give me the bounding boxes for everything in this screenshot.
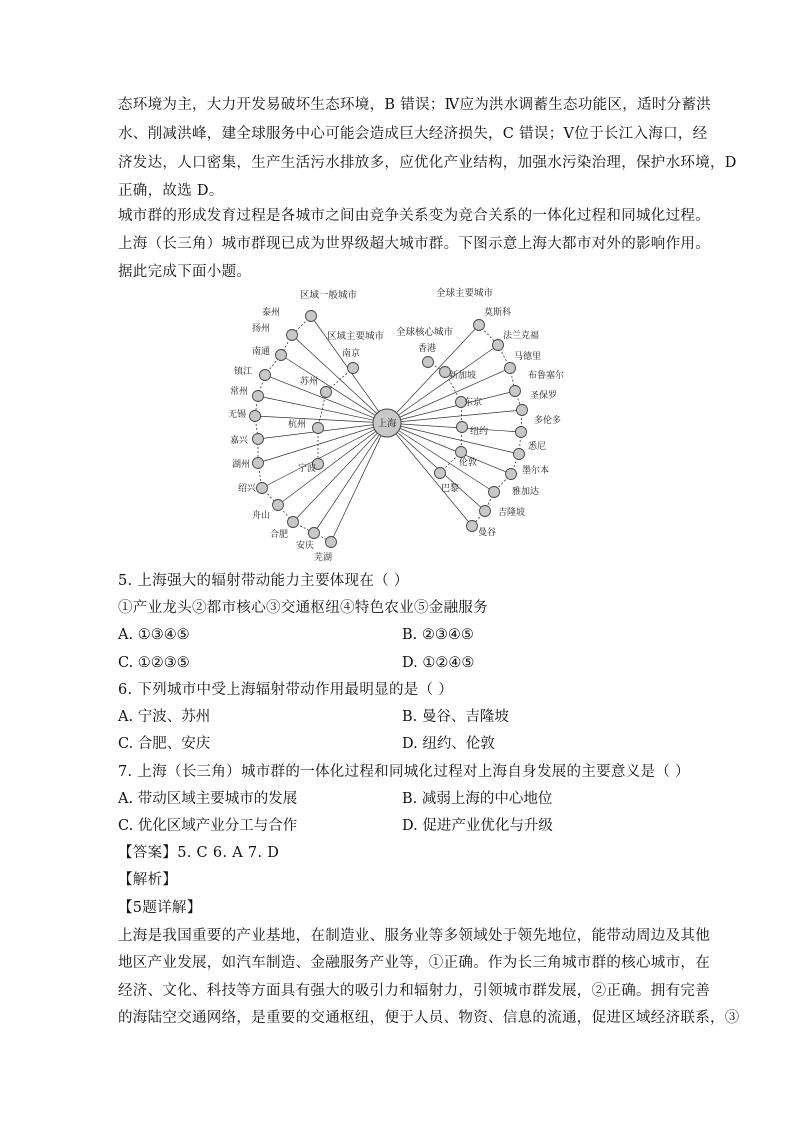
city-node-南通 bbox=[276, 350, 287, 361]
question-7-option-a[interactable]: A. 带动区域主要城市的发展 bbox=[118, 791, 298, 807]
city-node-曼谷 bbox=[467, 521, 478, 532]
city-label: 镇江 bbox=[233, 367, 252, 377]
shanghai-influence-diagram bbox=[210, 283, 590, 568]
city-node-湖州 bbox=[253, 458, 264, 469]
spoke-line bbox=[281, 355, 387, 423]
text-line: 上海是我国重要的产业基地，在制造业、服务业等多领域处于领先地位，能带动周边及其他 bbox=[118, 928, 710, 944]
question-7-option-d[interactable]: D. 促进产业优化与升级 bbox=[402, 818, 553, 834]
text-line: 正确，故选 D。 bbox=[118, 183, 224, 199]
answer-line: 【答案】5. C 6. A 7. D bbox=[118, 845, 280, 861]
question-6-option-d[interactable]: D. 纽约、伦敦 bbox=[402, 736, 495, 752]
city-node-香港 bbox=[423, 357, 434, 368]
city-node-马德里 bbox=[505, 363, 516, 374]
text-line: 济发达，人口密集，生产生活污水排放多，应优化产业结构，加强水污染治理，保护水环境，D bbox=[118, 155, 737, 171]
city-node-常州 bbox=[253, 391, 264, 402]
city-node-多伦多 bbox=[516, 427, 527, 438]
city-label: 芜湖 bbox=[314, 553, 333, 563]
city-node-泰州 bbox=[306, 311, 317, 322]
spoke-line bbox=[255, 416, 387, 423]
spoke-line bbox=[387, 423, 472, 526]
text-line: 态环境为主，大力开发易破坏生态环境，B 错误；Ⅳ应为洪水调蓄生态功能区，适时分蓄洪 bbox=[118, 97, 712, 113]
text-line: 据此完成下面小题。 bbox=[118, 264, 252, 280]
city-label: 合肥 bbox=[269, 530, 288, 540]
city-node-吉隆坡 bbox=[480, 506, 491, 517]
city-label: 南京 bbox=[342, 349, 361, 359]
city-label: 舟山 bbox=[251, 511, 270, 521]
city-node-无锡 bbox=[250, 411, 261, 422]
city-label: 泰州 bbox=[261, 308, 280, 318]
question-5-option-c[interactable]: C. ①②③⑤ bbox=[118, 655, 190, 671]
city-label: 伦敦 bbox=[459, 458, 478, 468]
spoke-line bbox=[387, 391, 515, 423]
city-label: 安庆 bbox=[296, 541, 315, 551]
spoke-line bbox=[314, 423, 387, 533]
city-label: 悉尼 bbox=[528, 442, 547, 452]
legend-global-core: 全球核心城市 bbox=[396, 327, 454, 338]
center-label: 上海 bbox=[377, 418, 397, 430]
text-line: 地区产业发展，如汽车制造、金融服务产业等，①正确。作为长三角城市群的核心城市，在 bbox=[118, 955, 710, 971]
text-line: 经济、文化、科技等方面具有强大的吸引力和辐射力，引领城市群发展，②正确。拥有完善 bbox=[118, 983, 710, 999]
city-node-安庆 bbox=[309, 528, 320, 539]
spoke-line bbox=[387, 410, 522, 423]
city-label: 常州 bbox=[229, 387, 248, 397]
city-label: 宁波 bbox=[298, 464, 317, 474]
question-5-option-a[interactable]: A. ①③④⑤ bbox=[118, 627, 190, 643]
question-7-stem: 7. 上海（长三角）城市群的一体化过程和同城化过程对上海自身发展的主要意义是（ ） bbox=[118, 764, 690, 780]
city-label: 苏州 bbox=[300, 377, 319, 387]
city-label: 雅加达 bbox=[512, 487, 540, 497]
city-node-苏州 bbox=[321, 387, 332, 398]
city-label: 布鲁塞尔 bbox=[528, 371, 565, 381]
spoke-line bbox=[387, 345, 498, 423]
city-node-绍兴 bbox=[257, 483, 268, 494]
spoke-line bbox=[387, 423, 511, 474]
city-label: 绍兴 bbox=[237, 484, 256, 494]
legend-global-major: 全球主要城市 bbox=[436, 288, 494, 299]
question-5-option-d[interactable]: D. ①②④⑤ bbox=[402, 655, 475, 671]
question-6-option-c[interactable]: C. 合肥、安庆 bbox=[118, 736, 211, 752]
question-7-option-c[interactable]: C. 优化区域产业分工与合作 bbox=[118, 818, 298, 834]
question-6-option-a[interactable]: A. 宁波、苏州 bbox=[118, 709, 211, 725]
city-node-芜湖 bbox=[326, 537, 337, 548]
text-line: 上海（长三角）城市群现已成为世界级超大城市群。下图示意上海大都市对外的影响作用。 bbox=[118, 236, 710, 252]
city-label: 圣保罗 bbox=[530, 391, 558, 401]
city-node-布鲁塞尔 bbox=[510, 386, 521, 397]
city-label: 多伦多 bbox=[534, 416, 562, 426]
city-label: 东京 bbox=[464, 398, 483, 408]
city-node-扬州 bbox=[287, 330, 298, 341]
city-label: 巴黎 bbox=[441, 484, 460, 494]
city-label: 嘉兴 bbox=[229, 436, 248, 446]
city-node-镇江 bbox=[260, 370, 271, 381]
city-label: 莫斯科 bbox=[484, 308, 512, 318]
question-5-items: ①产业龙头②都市核心③交通枢纽④特色农业⑤金融服务 bbox=[118, 600, 488, 616]
detail-label: 【5题详解】 bbox=[118, 900, 202, 916]
city-label: 马德里 bbox=[514, 352, 542, 362]
city-node-舟山 bbox=[273, 500, 284, 511]
city-label: 吉隆坡 bbox=[498, 508, 526, 518]
city-label: 纽约 bbox=[470, 427, 489, 437]
text-line: 水、削减洪峰，建全球服务中心可能会造成巨大经济损失，C 错误；Ⅴ位于长江入海口，经 bbox=[118, 126, 708, 142]
city-node-法兰克福 bbox=[493, 340, 504, 351]
city-node-南京 bbox=[348, 363, 359, 374]
city-node-合肥 bbox=[288, 517, 299, 528]
city-label: 杭州 bbox=[288, 420, 307, 430]
city-node-巴黎 bbox=[435, 468, 446, 479]
legend-regional-major: 区域主要城市 bbox=[327, 331, 385, 342]
question-7-option-b[interactable]: B. 减弱上海的中心地位 bbox=[402, 791, 553, 807]
spoke-line bbox=[278, 423, 387, 505]
city-node-纽约 bbox=[457, 422, 468, 433]
city-node-伦敦 bbox=[456, 447, 467, 458]
legend-regional-general: 区域一般城市 bbox=[300, 290, 358, 301]
analysis-label: 【解析】 bbox=[118, 872, 178, 888]
spoke-line bbox=[331, 423, 387, 542]
city-node-圣保罗 bbox=[517, 405, 528, 416]
question-6-stem: 6. 下列城市中受上海辐射带动作用最明显的是（ ） bbox=[118, 682, 454, 698]
city-node-悉尼 bbox=[514, 449, 525, 460]
question-6-option-b[interactable]: B. 曼谷、吉隆坡 bbox=[402, 709, 509, 725]
city-label: 新加坡 bbox=[449, 371, 477, 381]
city-node-杭州 bbox=[313, 423, 324, 434]
city-label: 无锡 bbox=[227, 410, 246, 420]
city-node-雅加达 bbox=[489, 487, 500, 498]
city-label: 南通 bbox=[251, 347, 270, 357]
city-label: 香港 bbox=[418, 344, 437, 354]
spoke-line bbox=[262, 423, 387, 488]
question-5-option-b[interactable]: B. ②③④⑤ bbox=[402, 627, 474, 643]
city-label: 墨尔本 bbox=[522, 466, 550, 476]
city-label: 扬州 bbox=[251, 324, 270, 334]
text-line: 城市群的形成发育过程是各城市之间由竞争关系变为竞合关系的一体化过程和同城化过程。 bbox=[118, 208, 710, 224]
city-node-墨尔本 bbox=[506, 469, 517, 480]
city-label: 湖州 bbox=[231, 460, 250, 470]
city-node-莫斯科 bbox=[474, 320, 485, 331]
spoke-line bbox=[265, 375, 387, 423]
city-label: 法兰克福 bbox=[503, 331, 540, 341]
city-node-嘉兴 bbox=[253, 434, 264, 445]
city-label: 曼谷 bbox=[478, 528, 497, 538]
question-5-stem: 5. 上海强大的辐射带动能力主要体现在（ ） bbox=[118, 573, 409, 589]
text-line: 的海陆空交通网络，是重要的交通枢纽，便于人员、物资、信息的流通，促进区域经济联系，③ bbox=[118, 1010, 740, 1026]
